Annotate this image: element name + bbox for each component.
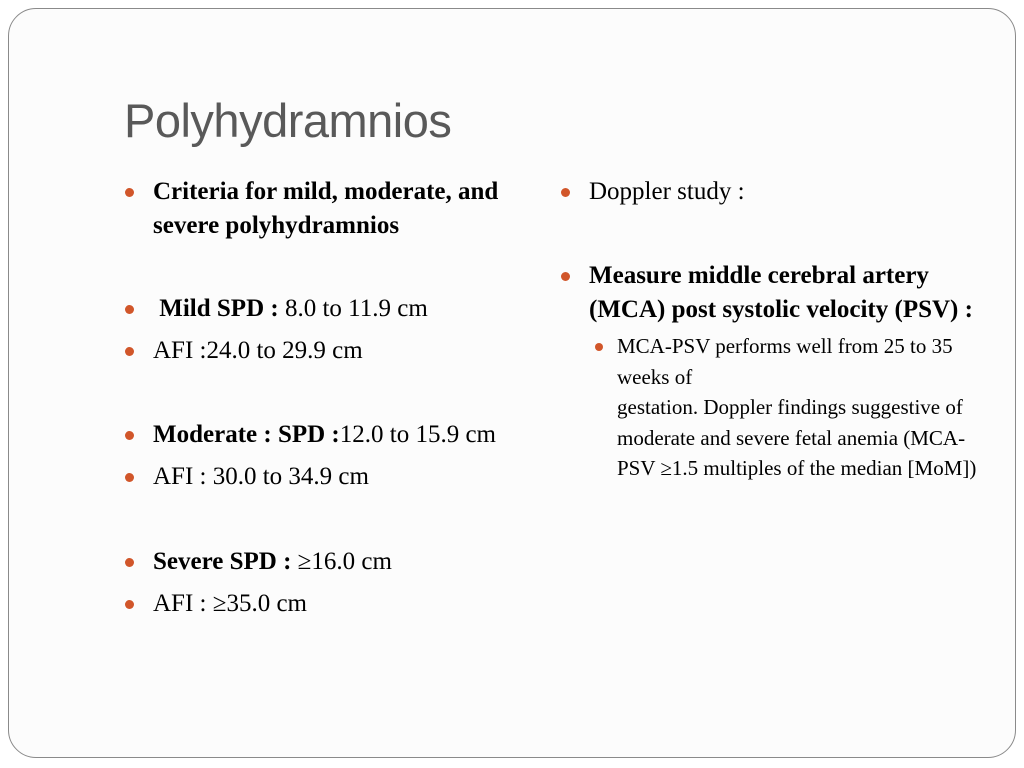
bullet-icon: [125, 600, 134, 609]
list-item-measure: [555, 259, 995, 327]
bullet-icon: [125, 347, 134, 356]
list-item-moderate-afi: [119, 460, 539, 494]
mild-value: 8.0 to 11.9 cm: [278, 295, 428, 322]
list-item-severe: [119, 545, 539, 579]
moderate-afi: AFI : 30.0 to 34.9 cm: [153, 463, 369, 490]
severe-label: Severe SPD :: [153, 548, 292, 575]
slide-title: Polyhydramnios: [124, 94, 452, 147]
list-item-doppler: [555, 175, 995, 209]
doppler-text: Doppler study :: [589, 178, 745, 205]
mild-afi: AFI :24.0 to 29.9 cm: [153, 337, 363, 364]
bullet-icon: [125, 431, 134, 440]
bullet-icon: [125, 473, 134, 482]
bullet-icon: [125, 558, 134, 567]
moderate-label: Moderate : SPD :: [153, 421, 340, 448]
sub-list-item-mca-psv: [555, 331, 995, 484]
sub-line-2: gestation. Doppler findings suggestive of moderate and severe fetal anemia (MCA-PSV ≥1.5 multiples of the median [MoM]): [617, 395, 977, 480]
right-column: [555, 175, 995, 484]
slide: [8, 8, 1016, 758]
list-item-moderate: [119, 418, 539, 452]
mild-label: Mild SPD :: [159, 295, 279, 322]
left-column: [119, 175, 539, 621]
bullet-icon: [595, 343, 603, 351]
bullet-icon: [125, 305, 134, 314]
bullet-icon: [125, 188, 134, 197]
severe-afi: AFI : ≥35.0 cm: [153, 590, 307, 617]
sub-line-1: MCA-PSV performs well from 25 to 35 weeks of: [617, 334, 953, 389]
list-item-criteria: [119, 175, 539, 243]
moderate-value: 12.0 to 15.9 cm: [339, 421, 496, 448]
list-item-mild-afi: [119, 334, 539, 368]
list-item-severe-afi: [119, 587, 539, 621]
list-item-mild: [119, 292, 539, 326]
bullet-icon: [561, 272, 570, 281]
bullet-icon: [561, 188, 570, 197]
severe-value: ≥16.0 cm: [291, 548, 392, 575]
criteria-text: Criteria for mild, moderate, and severe polyhydramnios: [153, 178, 499, 239]
measure-text: Measure middle cerebral artery (MCA) post systolic velocity (PSV) :: [589, 262, 973, 323]
